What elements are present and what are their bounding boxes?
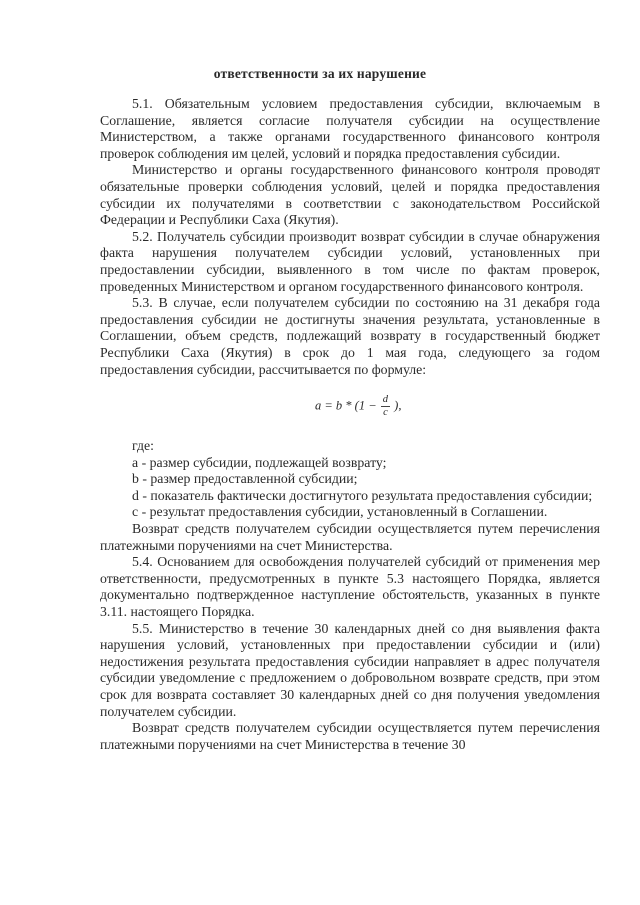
formula-rhs: ),: [394, 398, 402, 413]
paragraph-5-3: 5.3. В случае, если получателем субсидии по состоянию на 31 декабря года предоставления субсидии не достигнуты значения результата, установленные в Соглашении, объем средств, подлежащий возврату в государственный бюджет Республики Саха (Якутия) в срок до 1 мая года, следующего за годом предоставления субсидии, рассчитывается по формуле:: [100, 295, 600, 377]
definition-d: d - показатель фактически достигнутого результата предоставления субсидии;: [132, 487, 593, 503]
return-formula: [100, 380, 600, 438]
where-label: где:: [132, 438, 154, 454]
paragraph-5-5: 5.5. Министерство в течение 30 календарных дней со дня выявления факта нарушения условий, установленных при предоставлении субсидии и (или) недостижения результата предоставления субсидии направляет в адрес получателя субсидии уведомление с предложением о добровольном возврате средств, при этом срок для возврата составляет 30 календарных дней со дня получения уведомления получателем субсидии.: [100, 620, 600, 719]
paragraph-5-1: 5.1. Обязательным условием предоставления субсидии, включаемым в Соглашение, является согласие получателя субсидии на осуществление Министерством, а также органами государственного финансового контроля проверок соблюдения им целей, условий и порядка предоставления субсидии.: [100, 96, 600, 161]
paragraph-5-2: 5.2. Получатель субсидии производит возврат субсидии в случае обнаружения факта нарушения получателем субсидии условий, установленных при предоставлении субсидии, выявленного в том числе по фактам проверок, проведенных Министерством и органом государственного финансового контроля.: [100, 228, 600, 294]
document-body: [100, 96, 600, 753]
formula-denominator: c: [383, 407, 388, 419]
paragraph-5-4: 5.4. Основанием для освобождения получателей субсидий от применения мер ответственности, предусмотренных в пункте 5.3 настоящего Порядка, является документально подтвержденное наступление обстоятельств, указанных в пункте 3.11. настоящего Порядка.: [100, 554, 600, 620]
paragraph-return-method: Возврат средств получателем субсидии осуществляется путем перечисления платежными поручениями на счет Министерства.: [100, 521, 600, 553]
section-heading: ответственности за их нарушение: [213, 66, 427, 81]
formula-fraction: [381, 394, 390, 419]
formula-numerator: d: [382, 394, 389, 406]
paragraph-5-1-inspections: Министерство и органы государственного финансового контроля проводят обязательные проверки соблюдения условий, целей и порядка предоставления субсидии их получателями в соответствии с законодательством Российской Федерации и Республики Саха (Якутия).: [100, 162, 600, 228]
definition-b: b - размер предоставленной субсидии;: [132, 471, 358, 487]
definition-c: c - результат предоставления субсидии, установленный в Соглашении.: [132, 504, 548, 520]
definition-a: a - размер субсидии, подлежащей возврату;: [132, 454, 387, 470]
paragraph-return-deadline: Возврат средств получателем субсидии осуществляется путем перечисления платежными поручениями на счет Министерства в течение 30: [100, 720, 600, 752]
formula-lhs: a = b * (1 −: [315, 398, 377, 413]
